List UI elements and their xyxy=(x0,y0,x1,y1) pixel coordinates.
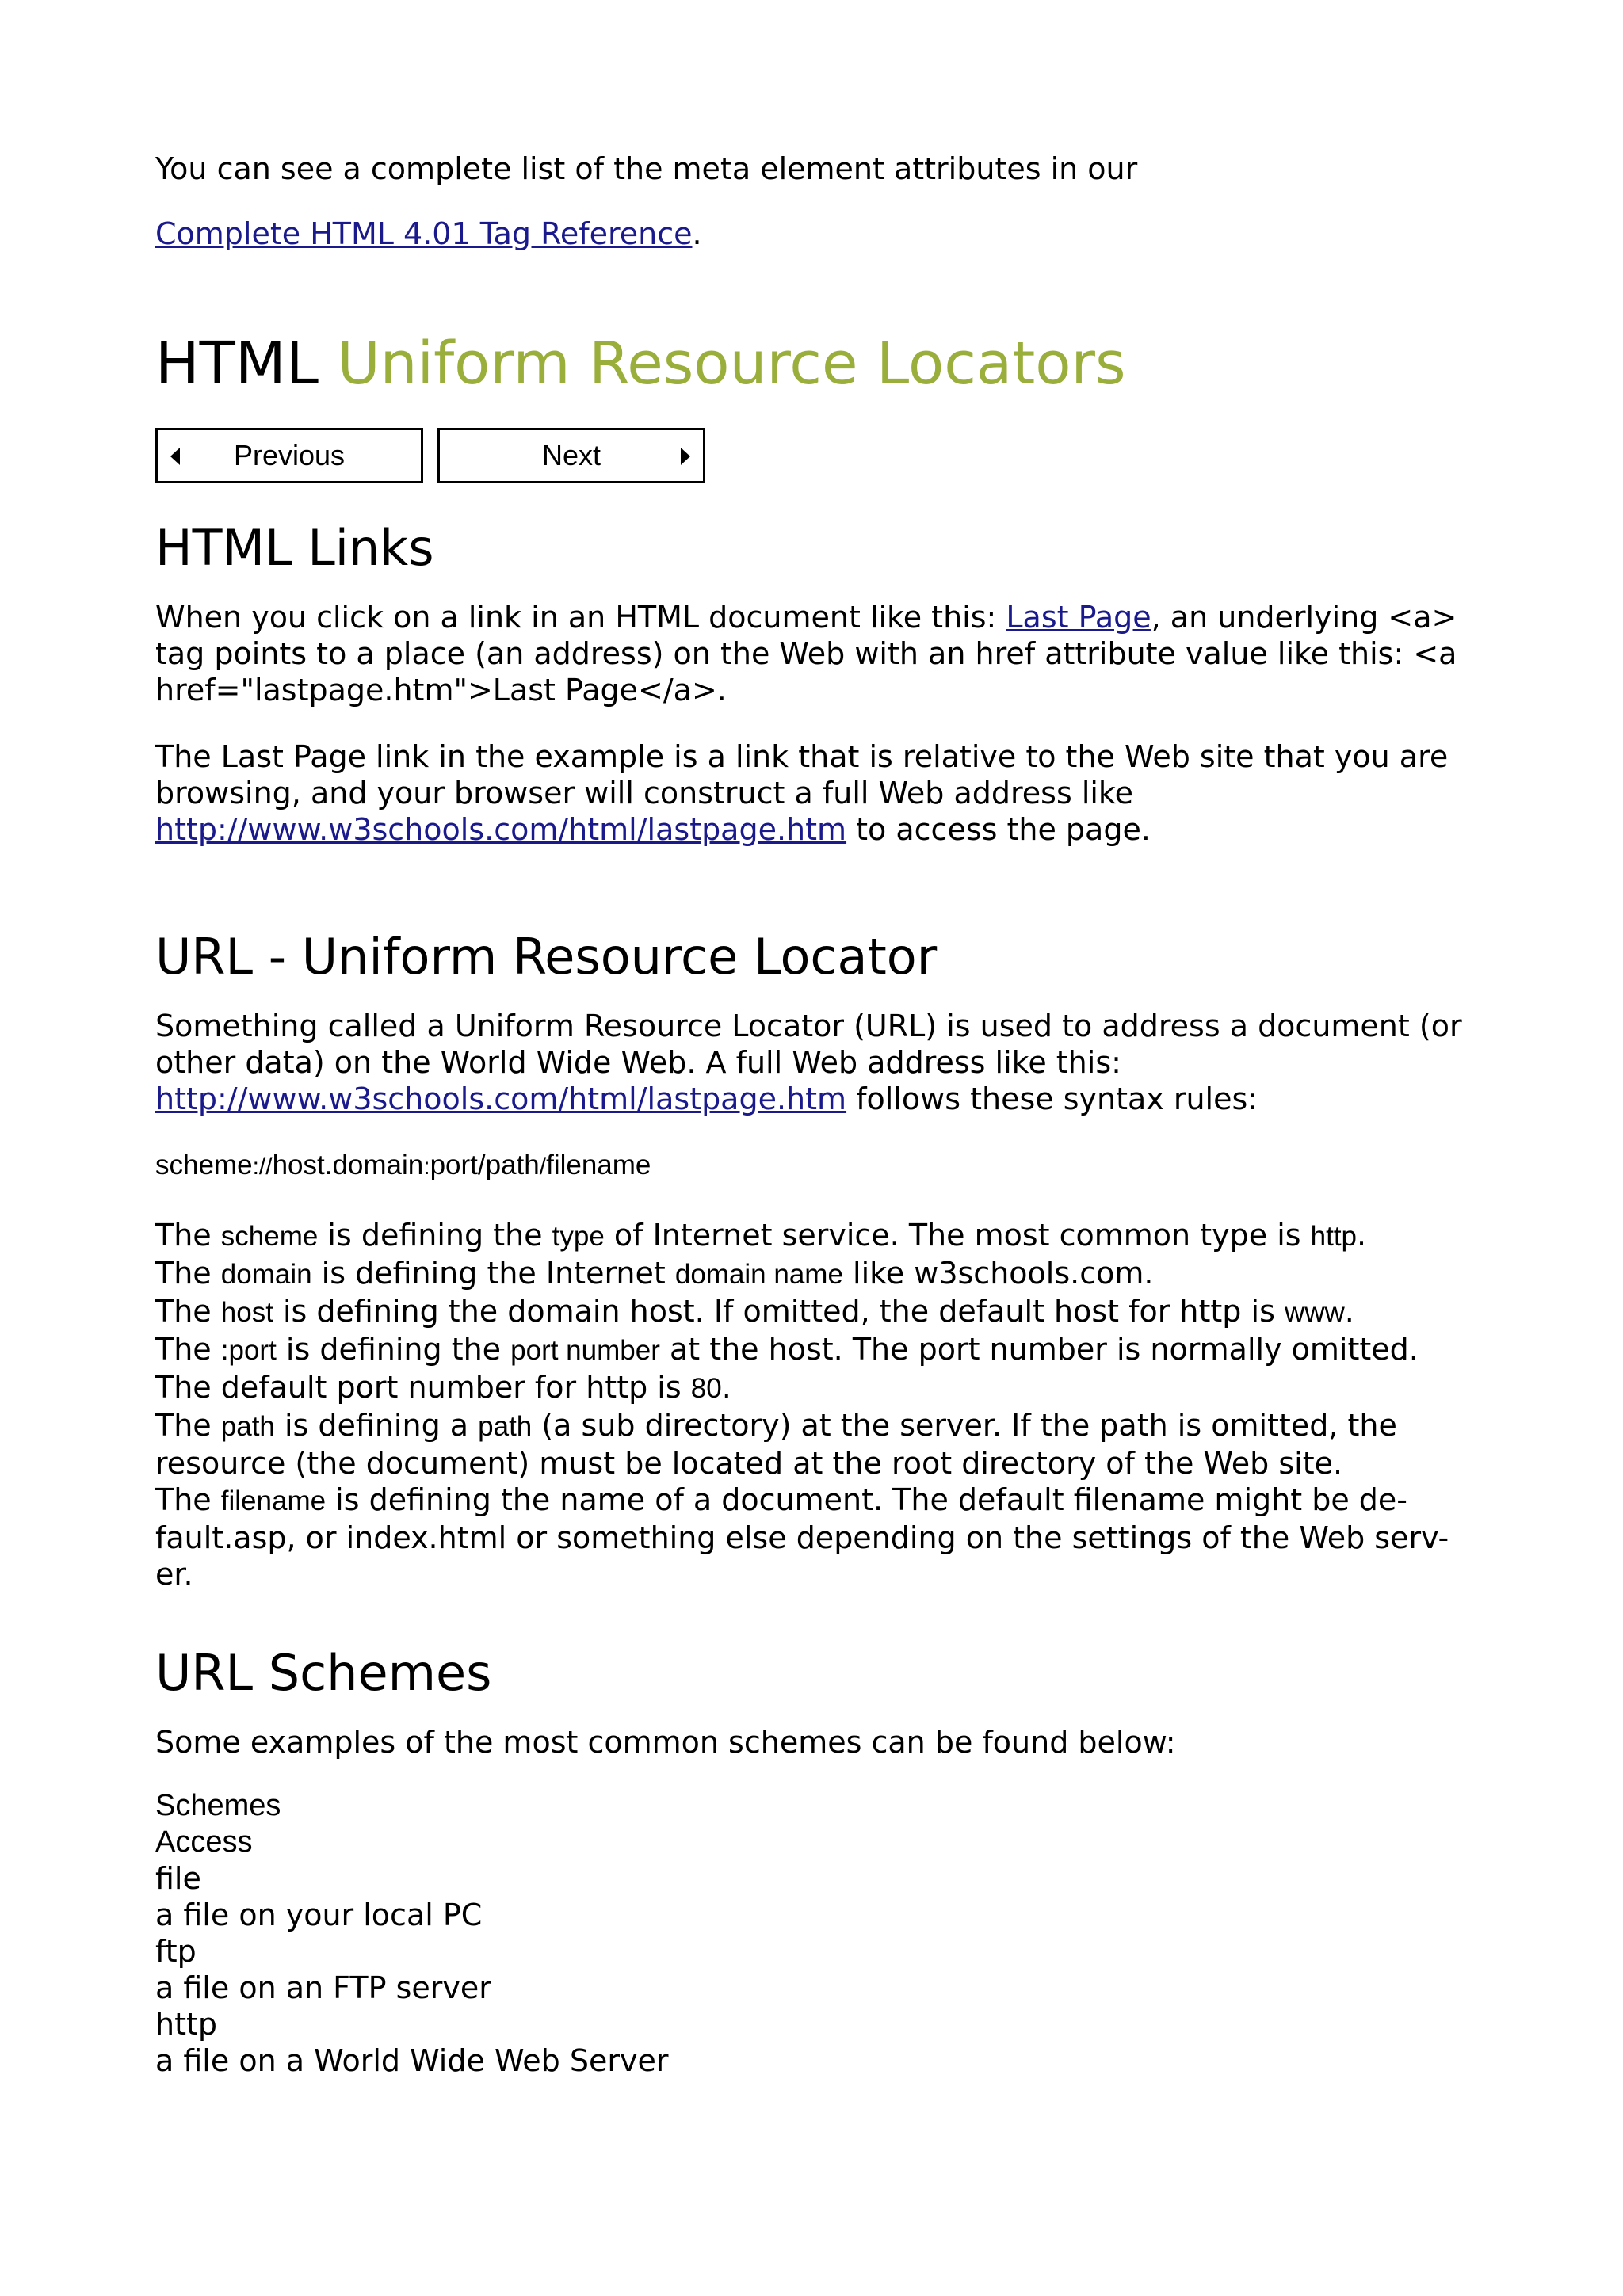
def-port: The :port is defining the port number at the host. The port number is normally omitted. The default port number for http is 80. xyxy=(155,1332,1419,1405)
def-domain: The domain is defining the Internet domain name like w3schools.com. xyxy=(155,1256,1154,1291)
syntax-filename: filename xyxy=(546,1150,651,1180)
links-p1-text-after: , an underlying <a> tag points to a place (an address) on the Web with an href attribute value like this: <a href="lastpage.htm">Last Page</a>. xyxy=(155,600,1457,707)
def-path: The path is defining a path (a sub directory) at the server. If the path is omitted, the resource (the document) must be located at the root directory of the Web site. xyxy=(155,1408,1397,1481)
document-page xyxy=(155,151,1479,2079)
scheme-name: ftp xyxy=(155,1934,197,1969)
intro-text: You can see a complete list of the meta element attributes in our xyxy=(155,151,1138,186)
scheme-access: a file on an FTP server xyxy=(155,1970,491,2005)
intro-period: . xyxy=(692,216,702,251)
url-syntax xyxy=(155,1147,1479,1185)
lastpage-url-link[interactable]: http://www.w3schools.com/html/lastpage.htm xyxy=(155,812,847,847)
intro-reference-line xyxy=(155,215,1479,252)
url-example-link[interactable]: http://www.w3schools.com/html/lastpage.htm xyxy=(155,1081,847,1116)
tag-reference-link[interactable]: Complete HTML 4.01 Tag Reference xyxy=(155,216,693,251)
scheme-name: file xyxy=(155,1861,201,1896)
col-access-header: Access xyxy=(155,1825,253,1859)
scheme-access: a file on your local PC xyxy=(155,1897,483,1932)
next-label: Next xyxy=(541,439,601,471)
def-host: The host is defining the domain host. If omitted, the default host for http is www. xyxy=(155,1294,1354,1329)
previous-button[interactable] xyxy=(155,428,423,483)
def-filename: The filename is defining the name of a document. The default filename might be de-fault.asp, or index.html or something else depending on the settings of the Web serv-er. xyxy=(155,1482,1449,1592)
url-p1-text-after: follows these syntax rules: xyxy=(846,1081,1258,1116)
schemes-intro: Some examples of the most common schemes can be found below: xyxy=(155,1725,1176,1760)
schemes-table xyxy=(155,1860,1479,2079)
syntax-sep: / xyxy=(539,1154,547,1180)
page-title-accent: Uniform Resource Locators xyxy=(337,330,1126,398)
previous-label: Previous xyxy=(233,439,346,471)
syntax-sep: : xyxy=(423,1154,430,1180)
url-heading: URL - Uniform Resource Locator xyxy=(155,928,938,986)
links-p2-text: The Last Page link in the example is a link that is relative to the Web site that you are browsing, and your browser will construct a full Web address like xyxy=(155,739,1449,810)
arrow-right-icon xyxy=(681,448,690,465)
def-scheme: The scheme is defining the type of Internet service. The most common type is http. xyxy=(155,1218,1367,1253)
scheme-access: a file on a World Wide Web Server xyxy=(155,2043,669,2078)
page-title-prefix: HTML xyxy=(155,330,319,398)
url-paragraph xyxy=(155,1008,1479,1117)
syntax-sep: :// xyxy=(252,1154,273,1180)
col-schemes-header: Schemes xyxy=(155,1789,281,1822)
syntax-port-path: port/path xyxy=(430,1150,540,1180)
arrow-left-icon xyxy=(170,448,180,465)
links-p1-text: When you click on a link in an HTML document like this: xyxy=(155,600,1006,635)
links-paragraph-1 xyxy=(155,599,1479,708)
html-links-heading: HTML Links xyxy=(155,519,434,577)
syntax-host: host.domain xyxy=(272,1150,424,1180)
links-p2-text-after: to access the page. xyxy=(846,812,1151,847)
syntax-scheme: scheme xyxy=(155,1150,253,1180)
last-page-link[interactable]: Last Page xyxy=(1006,600,1151,635)
page-navigation xyxy=(155,428,1479,483)
url-definitions xyxy=(155,1217,1479,1592)
links-paragraph-2 xyxy=(155,738,1479,848)
schemes-table-header xyxy=(155,1787,1479,1860)
next-button[interactable] xyxy=(437,428,705,483)
scheme-name: http xyxy=(155,2007,218,2042)
page-title xyxy=(155,328,1479,399)
url-schemes-heading: URL Schemes xyxy=(155,1644,492,1702)
url-p1-text: Something called a Uniform Resource Locator (URL) is used to address a document (or other data) on the World Wide Web. A full Web address like this: xyxy=(155,1009,1462,1080)
